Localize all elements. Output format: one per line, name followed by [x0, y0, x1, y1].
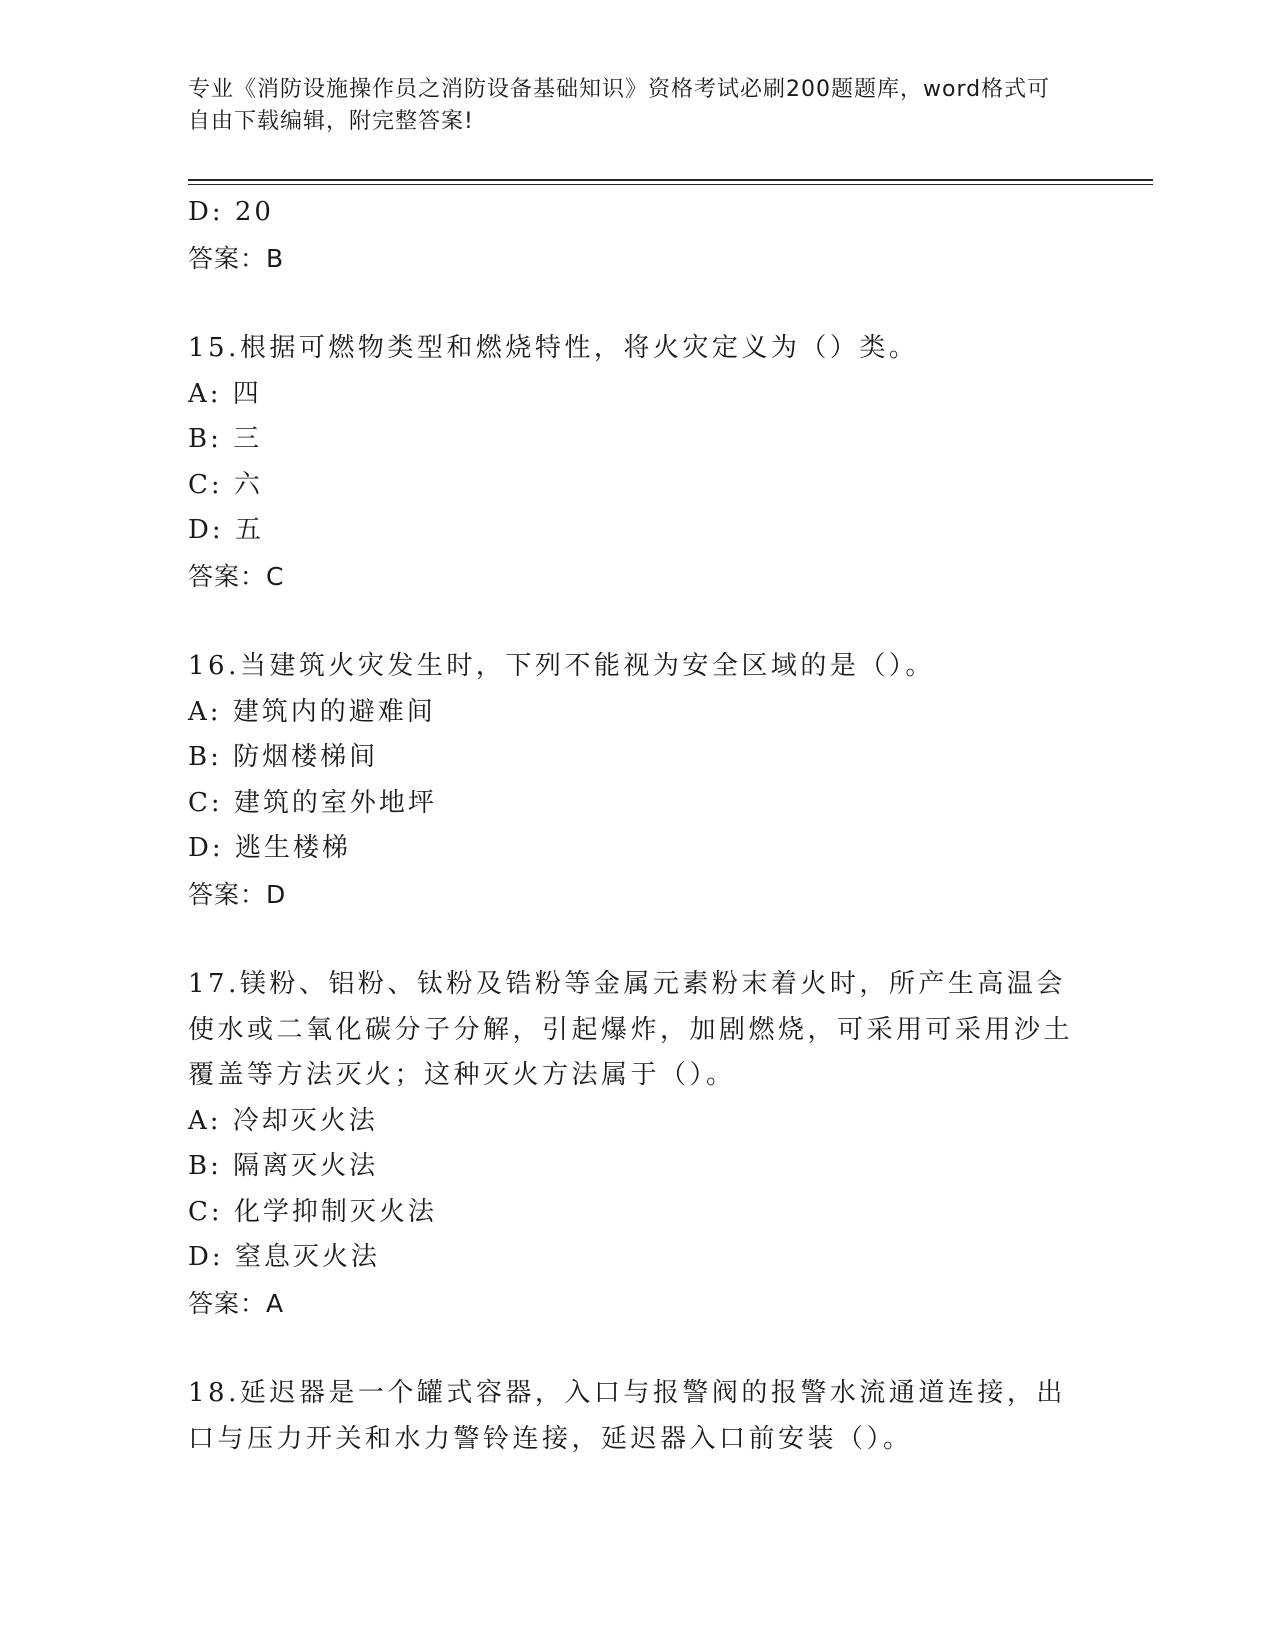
option-a: A: 冷却灭火法 [188, 1105, 378, 1136]
prev-option-d: D: 20 [188, 197, 274, 227]
option-b: B: 防烟楼梯间 [188, 742, 379, 772]
spacer [188, 599, 1088, 644]
answer: 答案：C [188, 561, 285, 591]
spacer [188, 917, 1088, 962]
answer: 答案：D [188, 879, 287, 909]
option-c: C: 化学抑制灭火法 [188, 1196, 437, 1227]
option-b: B: 三 [188, 424, 263, 454]
spacer [188, 1326, 1088, 1371]
option-d: D: 五 [188, 515, 264, 545]
question-stem: 18.延迟器是一个罐式容器，入口与报警阀的报警水流通道连接，出口与压力开关和水力警铃连接，延迟器入口前安装（）。 [188, 1378, 1066, 1454]
option-a: A: 建筑内的避难间 [188, 696, 436, 727]
answer: 答案：A [188, 1288, 285, 1318]
option-d: D: 逃生楼梯 [188, 833, 351, 863]
question-content [188, 190, 1088, 1462]
spacer [188, 281, 1088, 326]
question-16 [188, 644, 1088, 917]
header-divider-thin [188, 184, 1153, 185]
question-stem: 17.镁粉、铝粉、钛粉及锆粉等金属元素粉末着火时，所产生高温会使水或二氧化碳分子分解，引起爆炸，加剧燃烧，可采用可采用沙土覆盖等方法灭火；这种灭火方法属于（）。 [188, 969, 1074, 1090]
document-header: 专业《消防设施操作员之消防设备基础知识》资格考试必刷200题题库，word格式可自由下载编辑，附完整答案! [188, 77, 1051, 134]
question-stem: 15.根据可燃物类型和燃烧特性，将火灾定义为（）类。 [188, 333, 919, 363]
option-c: C: 六 [188, 469, 263, 500]
prev-answer: 答案：B [188, 243, 285, 273]
option-a: A: 四 [188, 378, 262, 409]
option-c: C: 建筑的室外地坪 [188, 787, 437, 818]
question-15 [188, 326, 1088, 599]
header-divider-thick [188, 179, 1153, 181]
question-18 [188, 1371, 1088, 1462]
option-b: B: 隔离灭火法 [188, 1151, 379, 1181]
question-17 [188, 962, 1088, 1326]
option-d: D: 窒息灭火法 [188, 1242, 380, 1272]
question-stem: 16.当建筑火灾发生时，下列不能视为安全区域的是（）。 [188, 651, 935, 681]
